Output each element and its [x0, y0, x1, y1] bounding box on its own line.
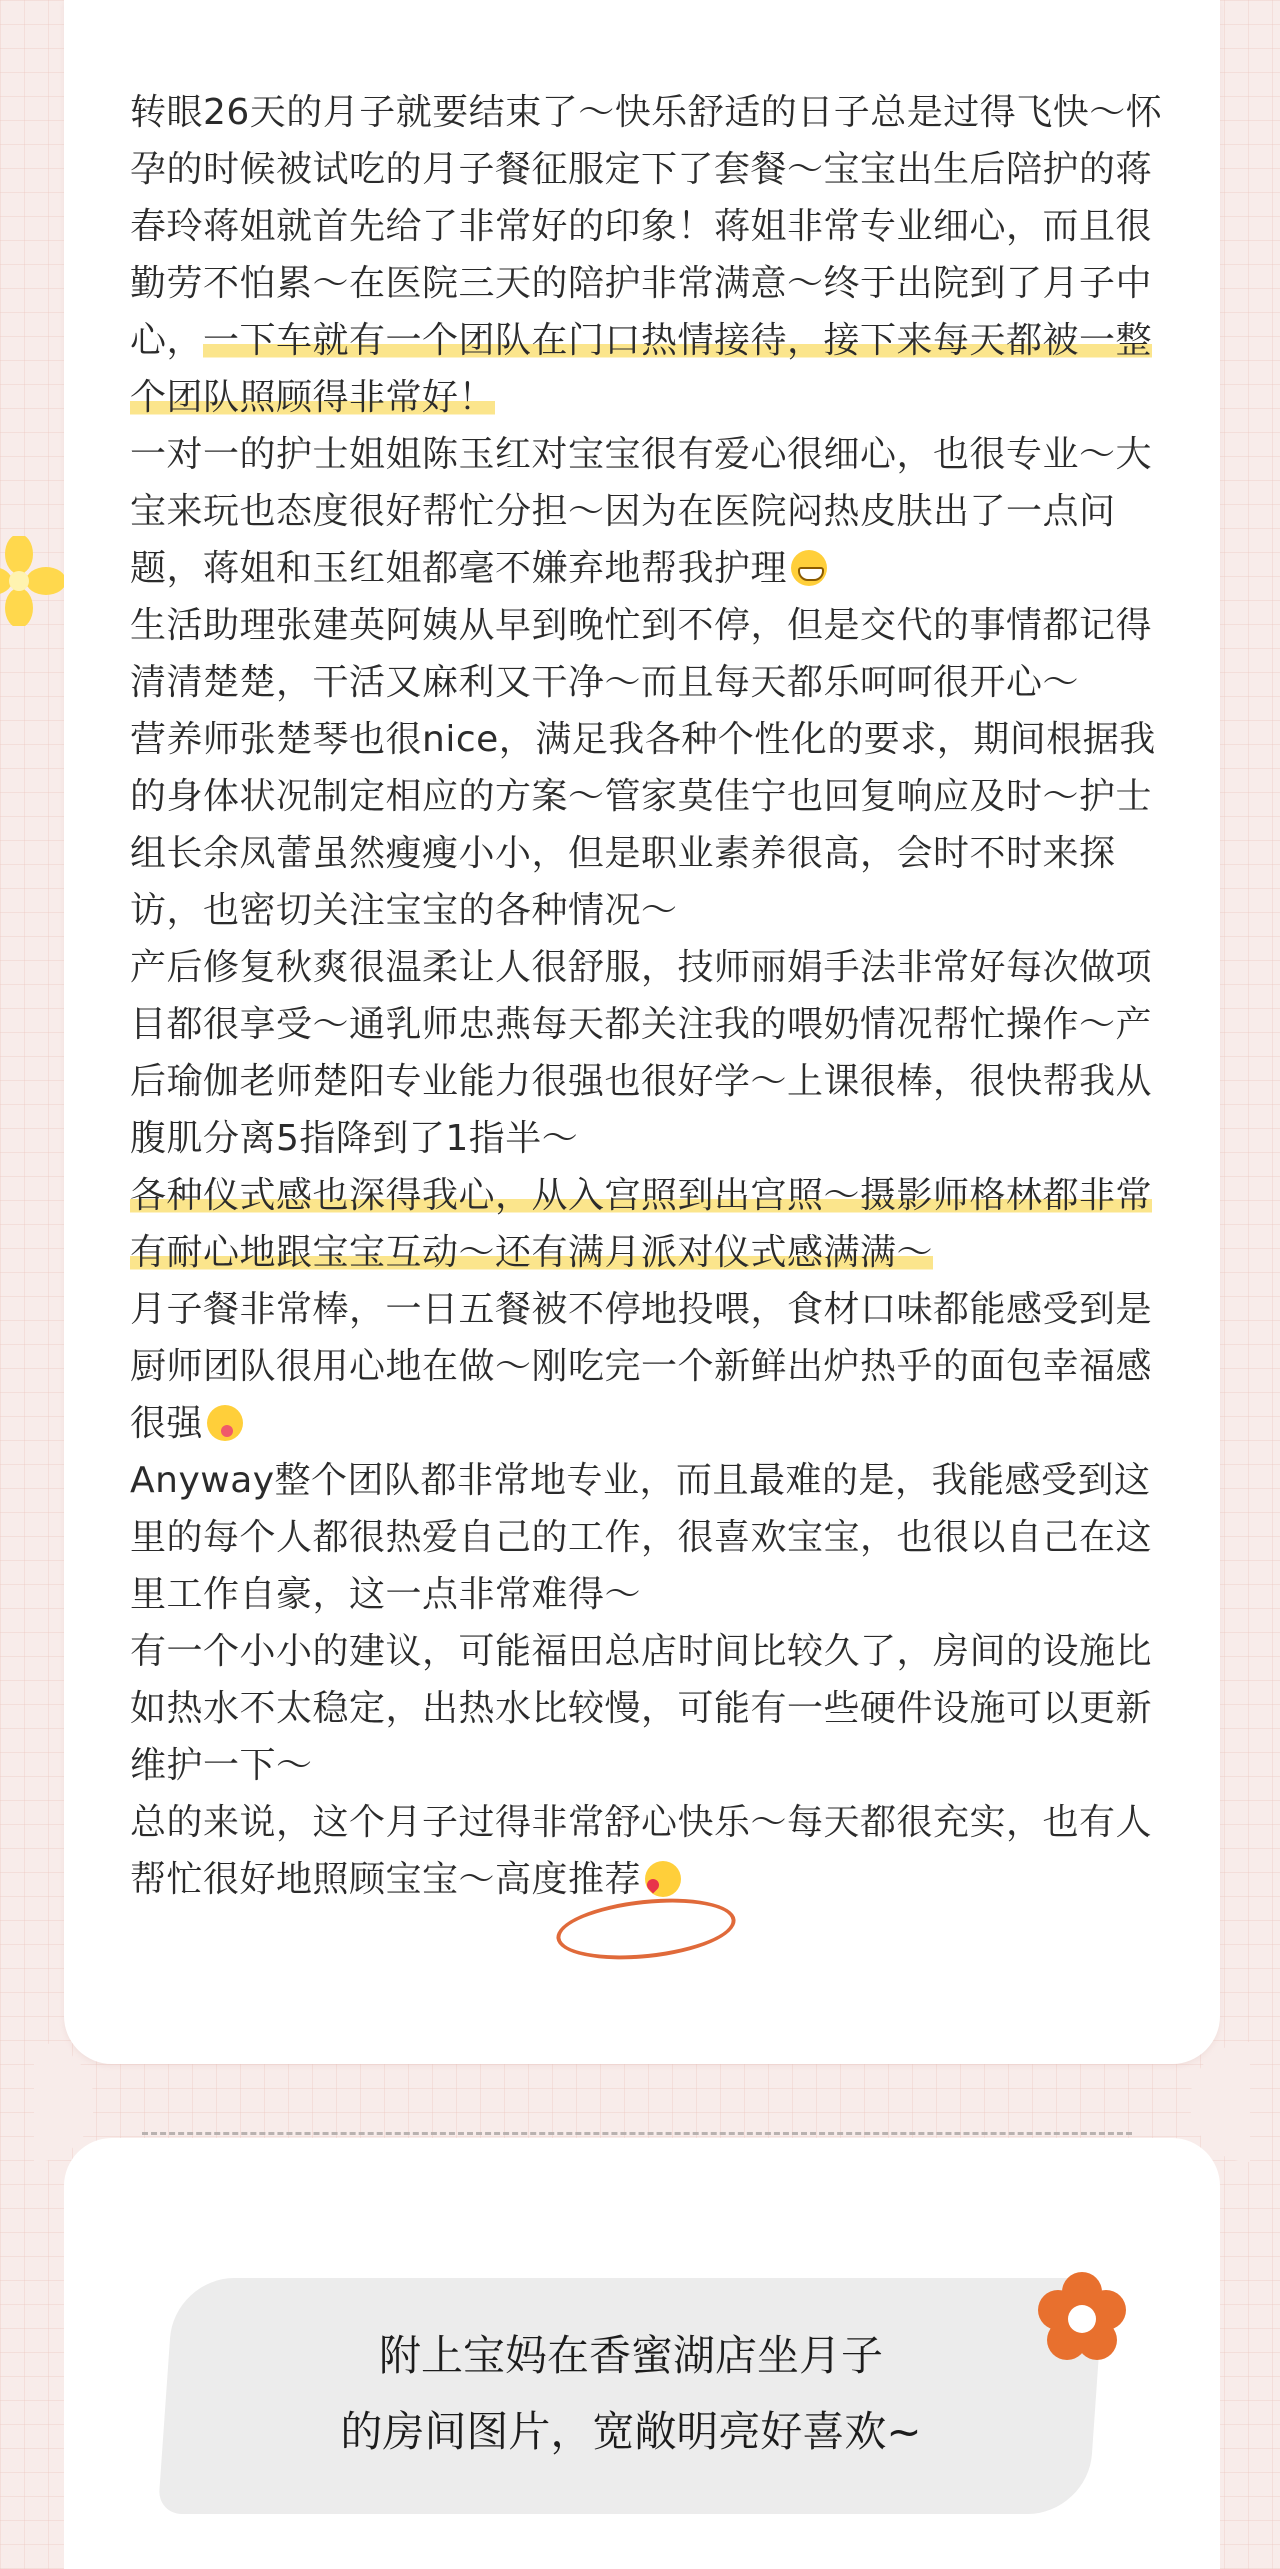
text-span: 营养师张楚琴也很nice，满足我各种个性化的要求，期间根据我的身体状况制定相应的方案～管家莫佳宁也回复响应及时～护士组长余凤蕾虽然瘦瘦小小，但是职业素养很高，会时不时来探访，也密切关注宝宝的各种情况～: [130, 719, 1156, 931]
dashed-divider: [142, 2132, 1132, 2135]
caption-line: 附上宝妈在香蜜湖店坐月子: [378, 2331, 883, 2380]
review-paragraph: [130, 1167, 1170, 1281]
ticket-notch-left: [34, 2042, 94, 2162]
text-span: 有一个小小的建议，可能福田总店时间比较久了，房间的设施比如热水不太稳定，出热水比较慢，可能有一些硬件设施可以更新维护一下～: [130, 1631, 1153, 1786]
text-span: 转眼26天的月子就要结束了～快乐舒适的日子总是过得飞快～怀孕的时候被试吃的月子餐征服定下了套餐～宝宝出生后陪护的蒋春玲蒋姐就首先给了非常好的印象！蒋姐非常专业细心，而且很勤劳不怕累～在医院三天的陪护非常满意～终于出院到了月子中心，: [130, 92, 1163, 361]
text-span: 月子餐非常棒，一日五餐被不停地投喂，食材口味都能感受到是厨师团队很用心地在做～刚吃完一个新鲜出炉热乎的面包幸福感很强: [130, 1289, 1153, 1444]
review-paragraph: [130, 1281, 1170, 1452]
highlighted-text: 一下车就有一个团队在门口热情接待，接下来每天都被一整个团队照顾得非常好！: [130, 320, 1153, 418]
text-span: 一对一的护士姐姐陈玉红对宝宝很有爱心很细心，也很专业～大宝来玩也态度很好帮忙分担～因为在医院闷热皮肤出了一点问题，蒋姐和玉红姐都毫不嫌弃地帮我护理: [130, 434, 1153, 589]
text-span: 产后修复秋爽很温柔让人很舒服，技师丽娟手法非常好每次做项目都很享受～通乳师忠燕每天都关注我的喂奶情况帮忙操作～产后瑜伽老师楚阳专业能力很强也很好学～上课很棒，很快帮我从腹肌分离5指降到了1指半～: [130, 947, 1153, 1159]
review-paragraph: [130, 711, 1170, 939]
review-paragraph: [130, 597, 1170, 711]
caption-line: 的房间图片，宽敞明亮好喜欢~: [340, 2407, 922, 2456]
text-span: 生活助理张建英阿姨从早到晚忙到不停，但是交代的事情都记得清清楚楚，干活又麻利又干净～而且每天都乐呵呵很开心～: [130, 605, 1153, 703]
review-paragraph: [130, 939, 1170, 1167]
text-span: Anyway整个团队都非常地专业，而且最难的是，我能感受到这里的每个人都很热爱自己的工作，很喜欢宝宝，也很以自己在这里工作自豪，这一点非常难得～: [130, 1460, 1153, 1615]
review-paragraph: [130, 84, 1170, 426]
text-span: 总的来说，这个月子过得非常舒心快乐～每天都很充实，也有人帮忙很好地照顾宝宝～高度推荐: [130, 1802, 1153, 1900]
kissing-face-icon: [645, 1861, 681, 1897]
review-paragraph: [130, 1623, 1170, 1794]
review-paragraph: [130, 1794, 1170, 1908]
ticket-notch-right: [1190, 2042, 1250, 2162]
yum-face-icon: [207, 1405, 243, 1441]
review-paragraph: [130, 426, 1170, 597]
review-paragraph: [130, 1452, 1170, 1623]
grinning-face-icon: [791, 550, 827, 586]
orange-flower-icon: [1034, 2270, 1130, 2366]
yellow-flower-icon: [0, 536, 64, 626]
highlighted-text: 各种仪式感也深得我心，从入宫照到出宫照～摄影师格林都非常有耐心地跟宝宝互动～还有满月派对仪式感满满～: [130, 1175, 1153, 1273]
review-text: [130, 84, 1170, 1908]
caption: [166, 2318, 1096, 2470]
